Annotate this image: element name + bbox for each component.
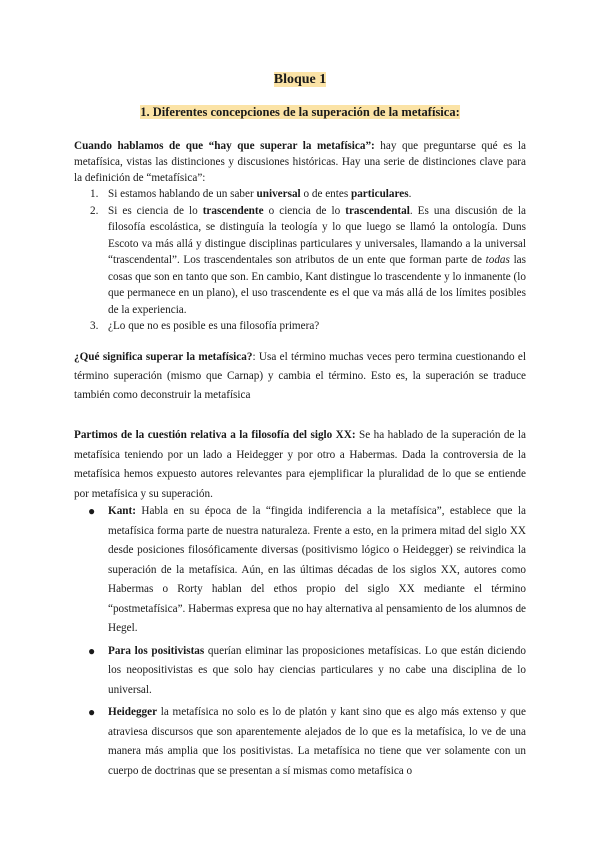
- paragraph-intro-lead: Cuando hablamos de que “hay que superar la metafísica”:: [74, 140, 375, 152]
- paragraph-superar-lead: ¿Qué significa superar la metafísica?: [74, 351, 253, 363]
- bullet-dot-icon: ●: [88, 504, 96, 518]
- bullet-dot-icon: ●: [88, 705, 96, 719]
- paragraph-intro: [74, 138, 526, 186]
- paragraph-superar: [74, 348, 526, 405]
- bullet-dot-icon: ●: [88, 643, 96, 658]
- title-text: Bloque 1: [273, 72, 327, 87]
- paragraph-siglo-xx: [74, 426, 526, 504]
- paragraph-intro-text: hay que preguntarse qué es la metafísica, vistas las distinciones y discusiones históricas. Hay una serie de distinciones clave para la definición de “metafísica”:: [74, 140, 526, 184]
- section-heading-text: 1. Diferentes concepciones de la superación de la metafísica:: [140, 105, 460, 119]
- list-item: 3. ¿Lo que no es posible es una filosofía primera?: [90, 320, 320, 332]
- list-item: 1. Si estamos hablando de un saber universal o de entes particulares.: [90, 188, 412, 200]
- paragraph-siglo-xx-lead: Partimos de la cuestión relativa a la filosofía del siglo XX:: [74, 429, 356, 441]
- bullet-item: ● Kant: Habla en su época de la “fingida indiferencia a la metafísica”, establece que la metafísica forma parte de nuestra naturaleza. Frente a esto, en la primera mitad del siglo XX desde posiciones filosóficamente diversas (positivismo lógico o Heidegger) se reivindica la superación de la metafísica. Aún, en las últimas décadas de los siglos XX, autores como Habermas o Rorty hablan del ethos propio del siglo XX mediante el término “postmetafísica”. Habermas expresa que no hay alternativa al pensamiento de los alumnos de Hegel.: [88, 504, 526, 634]
- bullet-item: ● Heidegger la metafísica no solo es lo de platón y kant sino que es algo más extenso y que atraviesa discursos que son aparentemente alejados de lo que es la metafísica, lo ve de una manera más amplia que los positivistas. La metafísica no tiene que ver solamente con un cuerpo de doctrinas que se presentan a sí mismas como metafísica o: [88, 705, 526, 777]
- section-heading: [0, 105, 600, 120]
- bullet-list: [74, 502, 526, 784]
- numbered-list: [74, 186, 526, 335]
- page-title: [0, 72, 600, 88]
- paragraph-siglo-xx-text: Se ha hablado de la superación de la metafísica teniendo por un lado a Heidegger y por otro a Habermas. Dada la controversia de la metafísica hemos expuesto autores relevantes para ejemplificar la pluralidad de lo que se entiende por metafísica y su superación.: [74, 429, 526, 500]
- list-item: 2. Si es ciencia de lo trascendente o ciencia de lo trascendental. Es una discusión de la filosofía escolástica, se distinguía la teología y lo que luego se llamó la ontología. Duns Escoto va más allá y distingue disciplinas particulares y universales, llamando a la universal “trascendental”. Los trascendentales son atributos de un ente que forman parte de todas las cosas que son en tanto que son. En cambio, Kant distingue lo trascendente y lo inmanente (lo que permanece en un plano), el uso trascendente es el que va más allá de los límites posibles de la experiencia.: [90, 204, 526, 316]
- bullet-item: ● Para los positivistas querían eliminar las proposiciones metafísicas. Lo que están diciendo los neopositivistas es que solo hay ciencias particulares y no cabe una disciplina de lo universal.: [88, 643, 526, 696]
- paragraph-superar-text: : Usa el término muchas veces pero termina cuestionando el término superación (mismo que Carnap) y cambia el término. Esto es, la superación se traduce también como deconstruir la metafísica: [74, 351, 527, 401]
